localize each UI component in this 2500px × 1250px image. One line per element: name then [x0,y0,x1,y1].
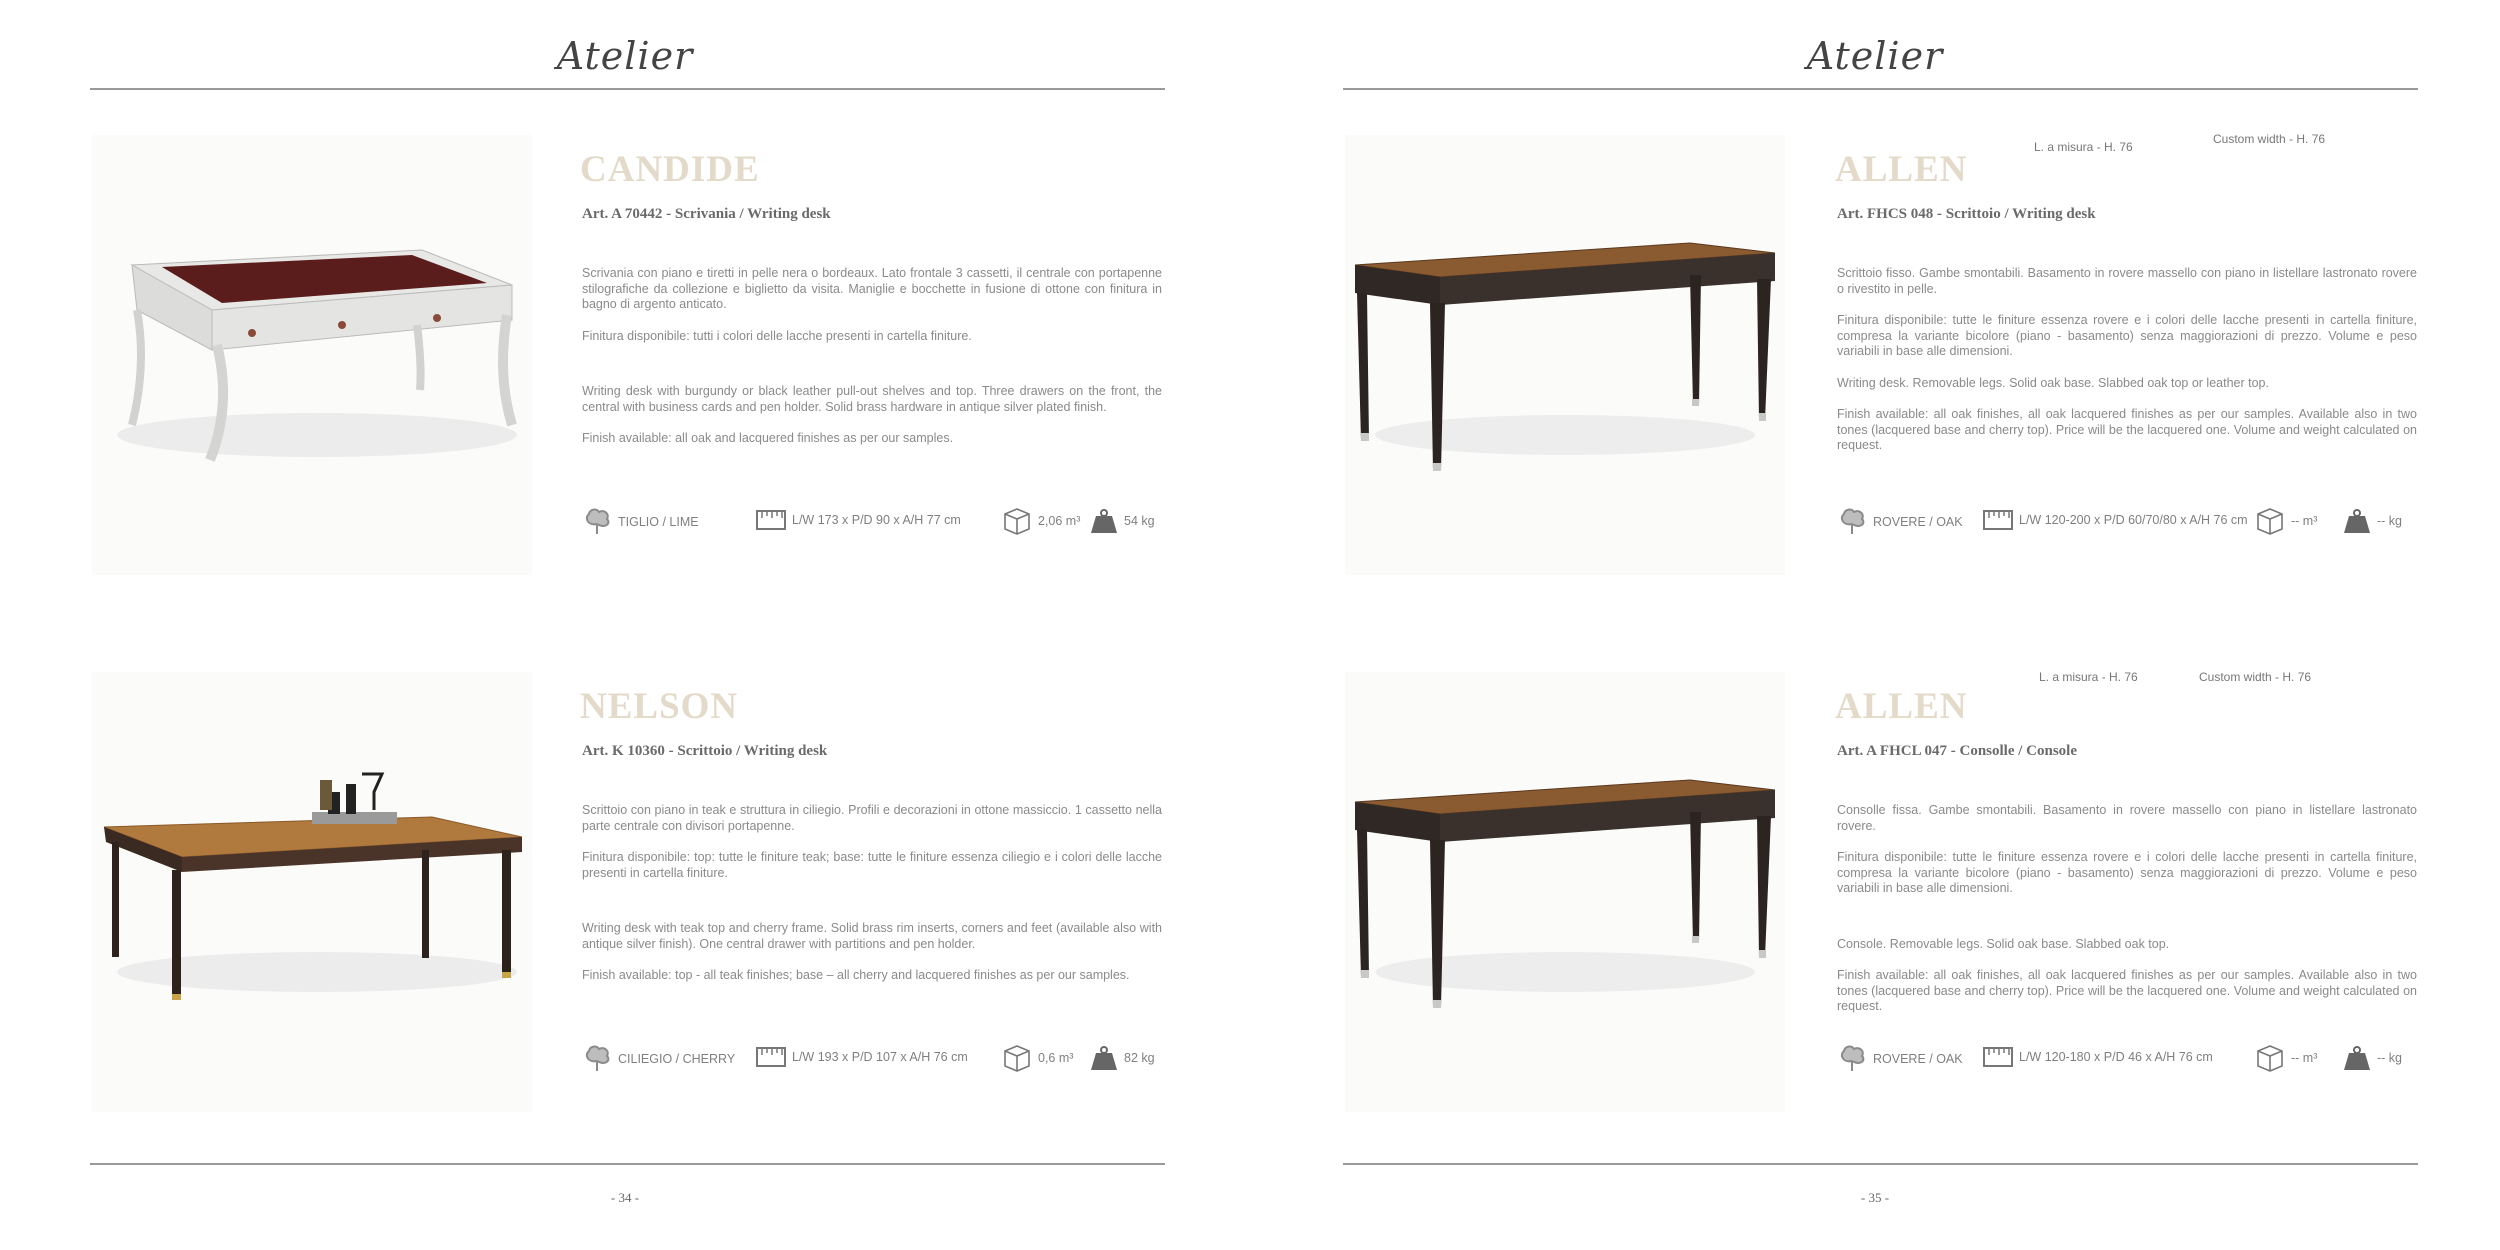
spec-wood-candide [582,508,699,536]
weight-icon [1090,508,1118,534]
description-paragraph: Writing desk with burgundy or black leather pull-out shelves and top. Three drawers on the front, the central with business cards and pen holder. Solid brass hardware in antique silver plated finish. [582,384,1162,414]
spec-weight-label: 82 kg [1124,1051,1155,1065]
product-article-candide: Art. A 70442 - Scrivania / Writing desk [582,206,831,222]
spec-volume-label: -- m³ [2291,1051,2318,1065]
product-description-allen-desk [1837,266,2417,470]
weight-icon [2343,508,2371,534]
description-paragraph: Finitura disponibile: top: tutte le finiture teak; base: tutte le finiture essenza ciliegio e i colori delle lacche presenti in cartella finiture. [582,850,1162,880]
spec-weight-nelson [1090,1045,1155,1071]
product-photo-allen-console [1345,672,1785,1112]
spec-dimensions-label: L/W 120-200 x P/D 60/70/80 x A/H 76 cm [2019,513,2248,527]
weight-icon [1090,1045,1118,1071]
product-title-allen-desk: ALLEN [1835,149,1968,190]
description-paragraph: Finish available: all oak finishes, all oak lacquered finishes as per our samples. Available also in two tones (lacquered base and cherry top). Price will be the lacquered one. Volume and weight calculated on request. [1837,407,2417,452]
brand-logo: Atelier [556,34,694,78]
custom-note-en: Custom width - H. 76 [2199,670,2312,684]
custom-note-en: Custom width - H. 76 [2213,132,2326,146]
spec-weight-candide [1090,508,1155,534]
custom-note-it: L. a misura - H. 76 [2039,670,2138,684]
box-icon [2255,506,2285,536]
description-paragraph: Finish available: top - all teak finishes; base – all cherry and lacquered finishes as per our samples. [582,968,1130,982]
teak-writing-desk-image [92,672,532,1112]
product-article-allen-desk: Art. FHCS 048 - Scrittoio / Writing desk [1837,206,2096,222]
spec-weight-allen-desk [2343,508,2402,534]
description-paragraph: Scrittoio con piano in teak e struttura in ciliegio. Profili e decorazioni in ottone massiccio. 1 cassetto nella parte centrale con divisori portapenne. [582,803,1162,833]
description-paragraph: Finitura disponibile: tutti i colori delle lacche presenti in cartella finiture. [582,328,972,343]
box-icon [2255,1043,2285,1073]
spec-weight-label: -- kg [2377,514,2402,528]
description-paragraph: Scrittoio fisso. Gambe smontabili. Basamento in rovere massello con piano in listellare lastronato rovere o rivestito in pelle. [1837,266,2417,296]
tree-icon [582,1045,612,1073]
description-paragraph: Console. Removable legs. Solid oak base. Slabbed oak top. [1837,936,2170,951]
tree-icon [1837,1045,1867,1073]
oak-console-image [1345,672,1785,1112]
spec-volume-label: 2,06 m³ [1038,514,1081,528]
spec-dimensions-allen-console [1983,1047,2213,1067]
product-photo-allen-desk [1345,135,1785,575]
spec-wood-label: TIGLIO / LIME [618,515,699,529]
spec-wood-nelson [582,1045,735,1073]
description-paragraph: Writing desk. Removable legs. Solid oak base. Slabbed oak top or leather top. [1837,375,2269,390]
spec-volume-label: -- m³ [2291,514,2318,528]
product-photo-candide [92,135,532,575]
footer-rule [90,1163,1165,1165]
box-icon [1002,506,1032,536]
spec-weight-allen-console [2343,1045,2402,1071]
description-paragraph: Writing desk with teak top and cherry frame. Solid brass rim inserts, corners and feet (available also with antique silver finish). One central drawer with partitions and pen holder. [582,921,1162,951]
ornate-white-writing-desk-image [92,135,532,575]
description-paragraph: Finitura disponibile: tutte le finiture essenza rovere e i colori delle lacche presenti in cartella finiture, compresa la variante bicolore (piano - basamento) senza maggiorazioni di prezzo. Volume e peso variabili in base alle dimensioni. [1837,850,2417,895]
spec-volume-allen-console [2255,1043,2317,1073]
weight-icon [2343,1045,2371,1071]
description-paragraph: Finitura disponibile: tutte le finiture essenza rovere e i colori delle lacche presenti in cartella finiture, compresa la variante bicolore (piano - basamento) senza maggiorazioni di prezzo. Volume e peso variabili in base alle dimensioni. [1837,313,2417,358]
spec-dimensions-label: L/W 120-180 x P/D 46 x A/H 76 cm [2019,1050,2213,1064]
spec-wood-label: CILIEGIO / CHERRY [618,1052,736,1066]
spec-volume-candide [1002,506,1080,536]
product-article-nelson: Art. K 10360 - Scrittoio / Writing desk [582,743,828,759]
page-number: - 35 - [1860,1190,1890,1205]
description-paragraph: Finish available: all oak and lacquered finishes as per our samples. [582,431,954,445]
ruler-icon [756,510,786,530]
spec-dimensions-label: L/W 173 x P/D 90 x A/H 77 cm [792,513,961,527]
header-rule [90,88,1165,90]
description-paragraph: Finish available: all oak finishes, all oak lacquered finishes as per our samples. Available also in two tones (lacquered base and cherry top). Price will be the lacquered one. Volume and weight calculated on request. [1837,968,2417,1013]
tree-icon [1837,508,1867,536]
spec-wood-allen-console [1837,1045,1963,1073]
product-title-allen-console: ALLEN [1835,686,1968,727]
ruler-icon [756,1047,786,1067]
oak-writing-desk-image [1345,135,1785,575]
catalog-page-right [1250,0,2500,1250]
spec-volume-label: 0,6 m³ [1038,1051,1074,1065]
product-title-candide: CANDIDE [580,149,760,190]
description-paragraph: Consolle fissa. Gambe smontabili. Basamento in rovere massello con piano in listellare lastronato rovere. [1837,803,2417,833]
page-number: - 34 - [610,1190,640,1205]
description-paragraph: Scrivania con piano e tiretti in pelle nera o bordeaux. Lato frontale 3 cassetti, il centrale con portapenne stilografiche da collezione e biglietto da visita. Maniglie e bocchette in fusione di ottone con finitura in bagno di argento anticato. [582,266,1162,311]
product-description-allen-console [1837,803,2417,1031]
brand-logo: Atelier [1806,34,1944,78]
product-article-allen-console: Art. A FHCL 047 - Consolle / Console [1837,743,2078,759]
spec-weight-label: 54 kg [1124,514,1155,528]
spec-wood-label: ROVERE / OAK [1873,515,1963,529]
spec-weight-label: -- kg [2377,1051,2402,1065]
custom-note-it: L. a misura - H. 76 [2034,140,2133,154]
tree-icon [582,508,612,536]
spec-volume-nelson [1002,1043,1073,1073]
spec-wood-label: ROVERE / OAK [1873,1052,1963,1066]
spec-dimensions-nelson [756,1047,968,1067]
ruler-icon [1983,510,2013,530]
box-icon [1002,1043,1032,1073]
product-title-nelson: NELSON [580,686,739,727]
footer-rule [1343,1163,2418,1165]
spec-dimensions-candide [756,510,961,530]
header-rule [1343,88,2418,90]
spec-volume-allen-desk [2255,506,2317,536]
product-photo-nelson [92,672,532,1112]
spec-wood-allen-desk [1837,508,1963,536]
spec-dimensions-allen-desk [1983,510,2248,530]
spec-dimensions-label: L/W 193 x P/D 107 x A/H 76 cm [792,1050,968,1064]
product-description-nelson [582,803,1162,1000]
ruler-icon [1983,1047,2013,1067]
product-description-candide [582,266,1162,463]
